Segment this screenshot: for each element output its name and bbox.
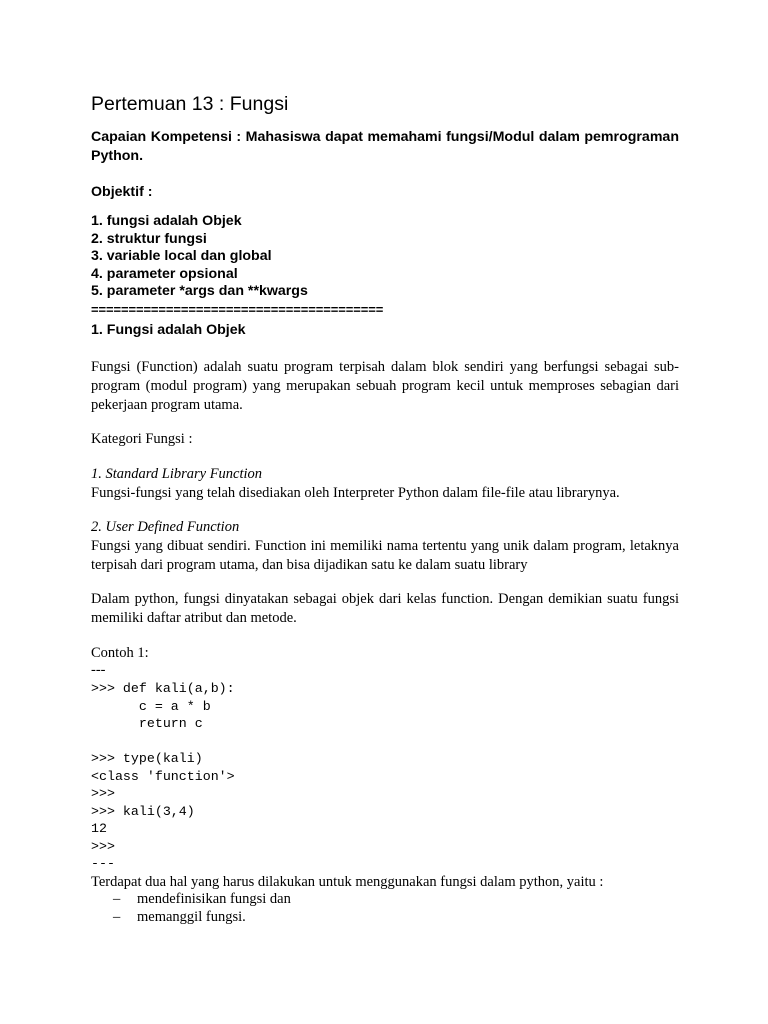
objective-item: 2. struktur fungsi [91,230,207,247]
objective-item: 1. fungsi adalah Objek [91,213,242,229]
objective-item: 3. variable local dan global [91,248,272,265]
example-label: Contoh 1: [91,645,149,661]
category-2-description: Fungsi yang dibuat sendiri. Function ini memiliki nama tertentu yang unik dalam program, letaknya terpisah dari program utama, dan bisa dijadikan satu ke dalam suatu library [91,538,679,573]
usage-paragraph: Terdapat dua hal yang harus dilakukan untuk menggunakan fungsi dalam python, yaitu : [91,874,604,890]
bullet-dash-icon: – [113,891,121,907]
example-open-marker: --- [91,662,106,678]
category-1-description: Fungsi-fungsi yang telah disediakan oleh Interpreter Python dalam file-file atau librarynya. [91,485,620,501]
category-1-title: 1. Standard Library Function [91,466,263,482]
code-example: >>> def kali(a,b): c = a * b return c >>> type(kali) <class 'function'> >>> >>> kali(3,4) 12 >>> --- [91,681,235,871]
page-title: Pertemuan 13 : Fungsi [91,93,289,115]
category-2-title: 2. User Defined Function [91,519,240,535]
usage-list [113,890,291,926]
objektif-label: Objektif : [91,184,153,200]
objective-item: 4. parameter opsional [91,265,238,282]
competence-statement: Capaian Kompetensi : Mahasiswa dapat memahami fungsi/Modul dalam pemrograman Python. [91,129,679,164]
objectives-list [91,213,308,301]
bullet-dash-icon: – [113,909,121,925]
list-item [113,890,291,908]
intro-paragraph: Fungsi (Function) adalah suatu program terpisah dalam blok sendiri yang berfungsi sebagai sub-program (modul program) yang merupakan sebuah program kecil untuk memproses sebagian dari pekerjaan program utama. [91,359,679,413]
list-item [113,908,291,926]
section-heading: 1. Fungsi adalah Objek [91,322,246,338]
list-item-text: mendefinisikan fungsi dan [137,891,291,907]
python-paragraph: Dalam python, fungsi dinyatakan sebagai objek dari kelas function. Dengan demikian suatu fungsi memiliki daftar atribut dan metode. [91,591,679,626]
list-item-text: memanggil fungsi. [137,909,246,925]
objective-item: 5. parameter *args dan **kwargs [91,283,308,300]
separator-line: ======================================= [91,302,384,317]
kategori-label: Kategori Fungsi : [91,431,193,447]
